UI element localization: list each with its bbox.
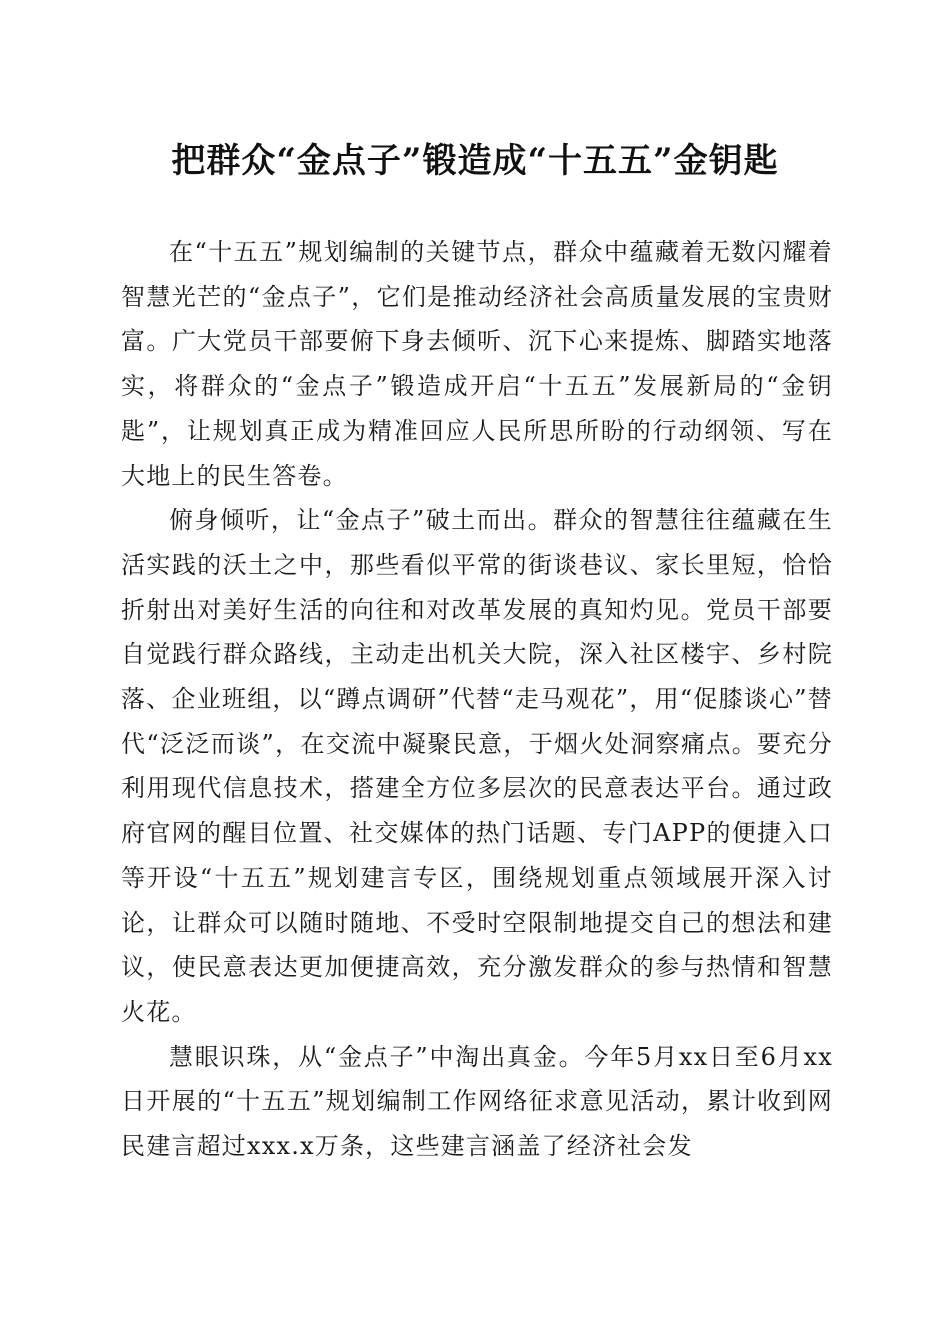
document-body [121,230,833,1169]
body-paragraph-2: 俯身倾听，让“金点子”破土而出。群众的智慧往往蕴藏在生活实践的沃土之中，那些看似平常的街谈巷议、家长里短，恰恰折射出对美好生活的向往和对改革发展的真知灼见。党员干部要自觉践行群众路线，主动走出机关大院，深入社区楼宇、乡村院落、企业班组，以“蹲点调研”代替“走马观花”，用“促膝谈心”替代“泛泛而谈”，在交流中凝聚民意，于烟火处洞察痛点。要充分利用现代信息技术，搭建全方位多层次的民意表达平台。通过政府官网的醒目位置、社交媒体的热门话题、专门APP的便捷入口等开设“十五五”规划建言专区，围绕规划重点领域展开深入讨论，让群众可以随时随地、不受时空限制地提交自己的想法和建议，使民意表达更加便捷高效，充分激发群众的参与热情和智慧火花。 [121,506,833,1026]
body-paragraph-1: 在“十五五”规划编制的关键节点，群众中蕴藏着无数闪耀着智慧光芒的“金点子”，它们是推动经济社会高质量发展的宝贵财富。广大党员干部要俯下身去倾听、沉下心来提炼、脚踏实地落实，将群众的“金点子”锻造成开启“十五五”发展新局的“金钥匙”，让规划真正成为精准回应人民所思所盼的行动纲领、写在大地上的民生答卷。 [121,238,833,490]
document-title: 把群众“金点子”锻造成“十五五”金钥匙 [171,141,779,181]
body-paragraph-3: 慧眼识珠，从“金点子”中淘出真金。今年5月xx日至6月xx日开展的“十五五”规划编制工作网络征求意见活动，累计收到网民建言超过xxx.x万条，这些建言涵盖了经济社会发 [121,1042,833,1161]
